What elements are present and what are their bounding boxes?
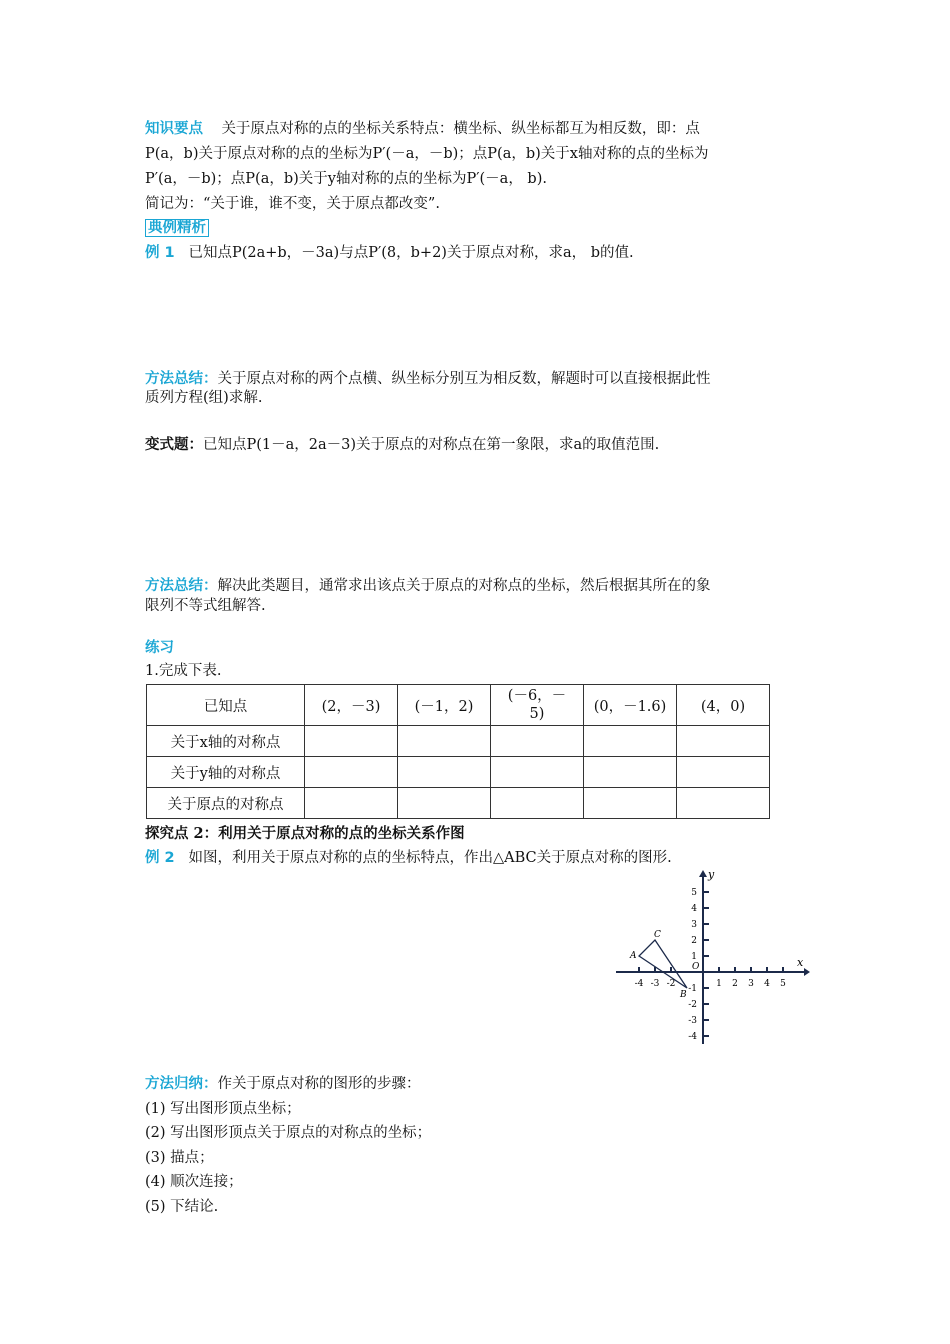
knowledge-line-2: P(a，b)关于原点对称的点的坐标为P′(－a，－b)；点P(a，b)关于x轴对称的点的坐标为	[145, 146, 709, 162]
knowledge-line-3: P′(a，－b)；点P(a，b)关于y轴对称的点的坐标为P′(－a， b).	[145, 171, 547, 187]
table-header-row	[147, 685, 770, 726]
method3-step: (3) 描点；	[145, 1150, 214, 1166]
method2-label: 方法总结：	[145, 578, 218, 594]
y-tick-label: -4	[688, 1032, 697, 1042]
table-header-cell: 已知点	[147, 685, 305, 726]
table-row-label: 关于x轴的对称点	[147, 726, 305, 757]
table-header-cell: (0，－1.6)	[584, 685, 677, 726]
knowledge-label: 知识要点	[145, 121, 203, 137]
table-cell[interactable]	[491, 726, 584, 757]
table-cell[interactable]	[398, 726, 491, 757]
section-heading-row	[145, 218, 209, 238]
table-cell[interactable]	[677, 757, 770, 788]
table-cell[interactable]	[491, 788, 584, 819]
table-cell[interactable]	[305, 726, 398, 757]
method2-line-2: 限列不等式组解答.	[145, 598, 266, 614]
table-row-label: 关于y轴的对称点	[147, 757, 305, 788]
x-tick-label: 1	[716, 979, 722, 989]
table-cell[interactable]	[398, 788, 491, 819]
example2-label: 例 2	[145, 850, 175, 866]
table-cell[interactable]	[398, 757, 491, 788]
method3-step: (5) 下结论.	[145, 1199, 219, 1215]
method1-label: 方法总结：	[145, 371, 218, 387]
x-tick-label: -2	[666, 979, 676, 989]
table-header-cell: (4，0)	[677, 685, 770, 726]
table-cell[interactable]	[305, 788, 398, 819]
table-row	[147, 757, 770, 788]
knowledge-line-1	[145, 119, 700, 139]
table-header-cell	[491, 685, 584, 726]
table-cell[interactable]	[584, 788, 677, 819]
y-axis-arrow	[699, 870, 707, 877]
practice-instruction: 1.完成下表.	[145, 663, 222, 679]
table-cell[interactable]	[584, 726, 677, 757]
table-row	[147, 726, 770, 757]
method2-text-1: 解决此类题目，通常求出该点关于原点的对称点的坐标，然后根据其所在的象	[217, 578, 711, 594]
point-label-c: C	[654, 930, 661, 940]
x-axis-label: x	[797, 956, 804, 969]
variant-text: 已知点P(1－a，2a－3)关于原点的对称点在第一象限，求a的取值范围.	[203, 437, 660, 453]
method3-step: (4) 顺次连接；	[145, 1174, 243, 1190]
variant-label: 变式题：	[145, 436, 203, 453]
method3-label: 方法归纳：	[145, 1076, 218, 1092]
x-axis-arrow	[804, 968, 810, 976]
method3-text: 作关于原点对称的图形的步骤：	[217, 1076, 421, 1092]
x-tick-label: 4	[764, 979, 770, 989]
y-tick-label: 5	[691, 888, 697, 898]
point-label-b: B	[680, 990, 687, 1000]
triangle-outline	[639, 940, 687, 988]
example2-text: 如图，利用关于原点对称的点的坐标特点，作出△ABC关于原点对称的图形.	[188, 850, 672, 866]
method3-step: (2) 写出图形顶点关于原点的对称点的坐标；	[145, 1125, 432, 1141]
point-label-a: A	[630, 951, 637, 961]
table-cell[interactable]	[491, 757, 584, 788]
method1-text-1: 关于原点对称的两个点横、纵坐标分别互为相反数，解题时可以直接根据此性	[217, 371, 711, 387]
table-cell[interactable]	[305, 757, 398, 788]
example1-label: 例 1	[145, 245, 175, 261]
x-tick-label: -3	[650, 979, 660, 989]
example1-text: 已知点P(2a+b，－3a)与点P′(8，b+2)关于原点对称，求a， b的值.	[188, 245, 634, 261]
table-cell[interactable]	[677, 726, 770, 757]
method1-line-2: 质列方程(组)求解.	[145, 390, 263, 406]
table-header-cell: (－1，2)	[398, 685, 491, 726]
x-tick-label: 5	[780, 979, 786, 989]
table-header-part: (－6，－	[507, 688, 567, 704]
y-tick-label: -2	[688, 1000, 697, 1010]
method3-step: (1) 写出图形顶点坐标；	[145, 1101, 301, 1117]
coordinate-figure	[612, 866, 812, 1048]
y-tick-label: 2	[691, 936, 697, 946]
method2-line-1	[145, 576, 711, 596]
table-header-cell: (2，－3)	[305, 685, 398, 726]
y-tick-label: -1	[688, 984, 697, 994]
practice-heading: 练习	[145, 640, 174, 656]
ticks-group	[635, 888, 787, 1042]
triangle-abc	[629, 930, 687, 1000]
variant-line	[145, 435, 659, 455]
practice-table	[146, 684, 770, 819]
table-cell[interactable]	[677, 788, 770, 819]
y-tick-label: 1	[691, 952, 697, 962]
method3-line	[145, 1074, 421, 1094]
explore2-heading: 探究点 2：利用关于原点对称的点的坐标关系作图	[145, 825, 465, 842]
table-cell[interactable]	[584, 757, 677, 788]
example2-line	[145, 848, 672, 868]
table-header-part: 5)	[529, 706, 545, 722]
x-tick-label: 3	[748, 979, 754, 989]
example1-line	[145, 243, 634, 263]
section-heading: 典例精析	[145, 219, 209, 237]
knowledge-text-1: 关于原点对称的点的坐标关系特点：横坐标、纵坐标都互为相反数，即：点	[221, 121, 700, 137]
x-tick-label: -4	[634, 979, 644, 989]
axes-group	[616, 870, 810, 1044]
y-axis-label: y	[708, 868, 715, 881]
knowledge-summary: 简记为：“关于谁，谁不变，关于原点都改变”.	[145, 196, 440, 212]
table-row	[147, 788, 770, 819]
origin-label: O	[692, 962, 700, 972]
table-row-label: 关于原点的对称点	[147, 788, 305, 819]
y-tick-label: 3	[691, 920, 697, 930]
x-tick-label: 2	[732, 979, 738, 989]
method1-line-1	[145, 369, 711, 389]
y-tick-label: -3	[688, 1016, 697, 1026]
y-tick-label: 4	[691, 904, 697, 914]
